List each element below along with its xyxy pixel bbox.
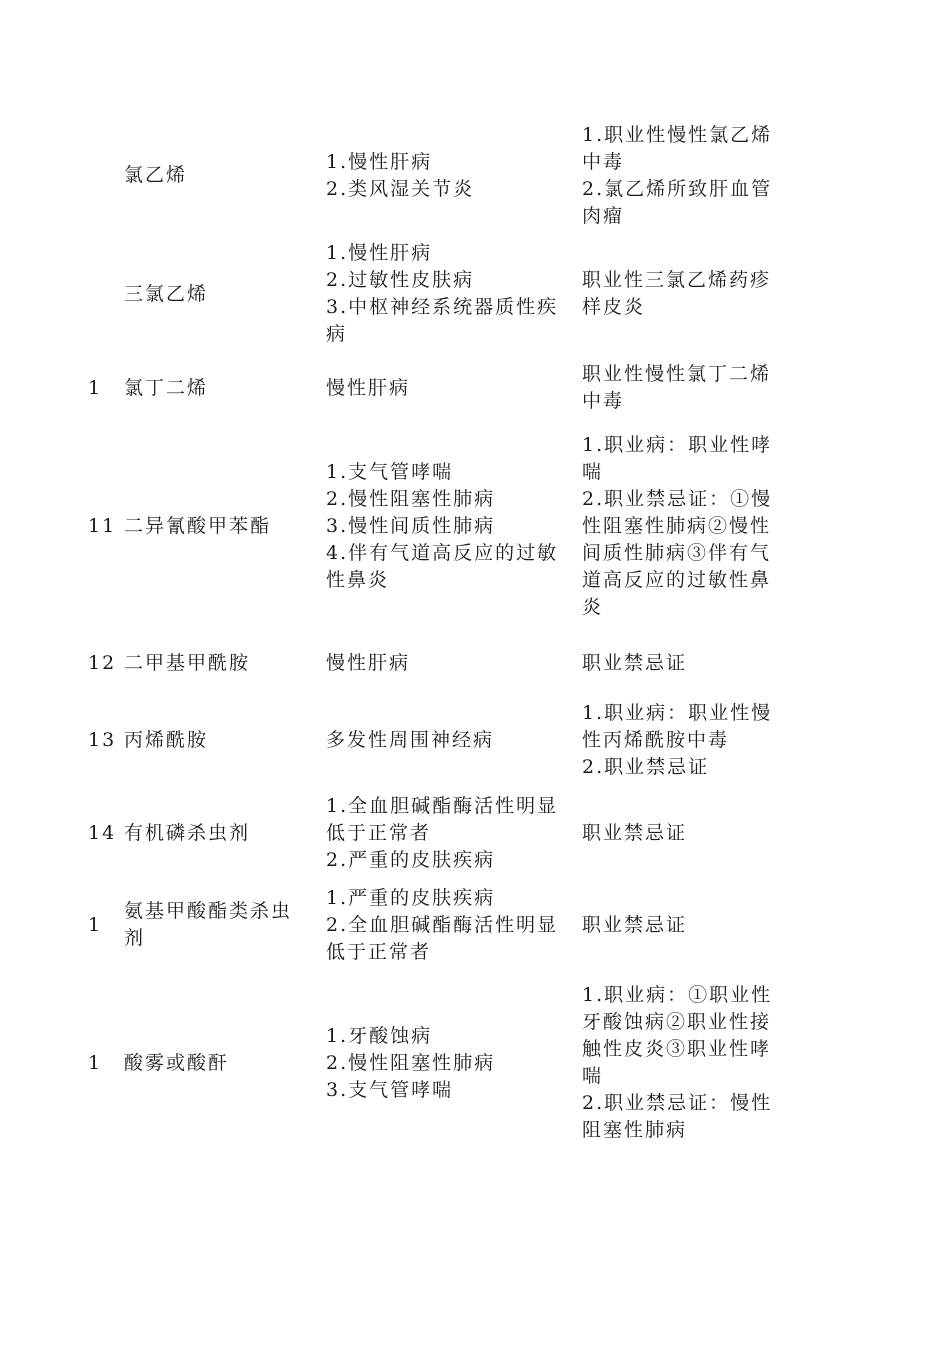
contraindication-cell: 1.牙酸蚀病 2.慢性阻塞性肺病 3.支气管哮喘 <box>326 1024 496 1101</box>
disease-cell: 职业禁忌证 <box>582 913 688 936</box>
row-number: 1 <box>88 1051 103 1074</box>
row-number: 13 <box>88 728 117 751</box>
contraindication-cell: 1.慢性肝病 2.类风湿关节炎 <box>326 150 475 200</box>
substance-cell: 氨基甲酸酯类杀虫 剂 <box>124 900 293 949</box>
disease-cell: 职业禁忌证 <box>582 821 688 844</box>
contraindication-cell: 1.慢性肝病 2.过敏性皮肤病 3.中枢神经系统器质性疾 病 <box>326 242 559 345</box>
substance-cell: 氯乙烯 <box>124 164 188 186</box>
row-number: 1 <box>88 913 103 936</box>
row-number: 11 <box>88 514 117 537</box>
contraindication-cell: 1.全血胆碱酯酶活性明显 低于正常者 2.严重的皮肤疾病 <box>326 794 559 871</box>
row-number: 1 <box>88 376 103 399</box>
disease-cell: 1.职业病：职业性慢 性丙烯酰胺中毒 2.职业禁忌证 <box>582 701 773 778</box>
table-row <box>88 633 788 693</box>
table-row <box>88 120 788 231</box>
disease-cell: 1.职业性慢性氯乙烯 中毒 2.氯乙烯所致肝血管 肉瘤 <box>582 123 773 227</box>
disease-cell: 1.职业病：①职业性 牙酸蚀病②职业性接 触性皮炎③职业性哮 喘 2.职业禁忌证：慢性 阻塞性肺病 <box>582 984 773 1141</box>
table-row <box>88 357 788 419</box>
table-row <box>88 419 788 633</box>
substance-cell: 丙烯酰胺 <box>124 728 209 751</box>
disease-cell: 职业性慢性氯丁二烯 中毒 <box>582 363 772 412</box>
table-row <box>88 879 788 971</box>
contraindication-cell: 多发性周围神经病 <box>326 728 495 751</box>
substance-cell: 二甲基甲酰胺 <box>124 651 251 674</box>
row-number <box>88 120 124 231</box>
table-row <box>88 787 788 879</box>
row-number: 12 <box>88 651 117 674</box>
table-row <box>88 693 788 787</box>
row-number <box>88 231 124 357</box>
substance-cell: 三氯乙烯 <box>124 282 209 305</box>
table-row <box>88 971 788 1155</box>
disease-cell: 职业性三氯乙烯药疹 样皮炎 <box>582 269 772 318</box>
row-number: 14 <box>88 821 117 844</box>
substance-cell: 氯丁二烯 <box>124 376 209 399</box>
disease-cell: 职业禁忌证 <box>582 651 688 674</box>
table-row <box>88 231 788 357</box>
substance-cell: 二异氰酸甲苯酯 <box>124 514 272 537</box>
contraindication-cell: 慢性肝病 <box>326 651 411 674</box>
contraindication-cell: 1.严重的皮肤疾病 2.全血胆碱酯酶活性明显 低于正常者 <box>326 886 559 963</box>
contraindication-table <box>88 120 788 1155</box>
contraindication-cell: 慢性肝病 <box>326 376 411 399</box>
substance-cell: 酸雾或酸酐 <box>124 1051 230 1074</box>
contraindication-cell: 1.支气管哮喘 2.慢性阻塞性肺病 3.慢性间质性肺病 4.伴有气道高反应的过敏 性鼻炎 <box>326 460 559 591</box>
disease-cell: 1.职业病：职业性哮 喘 2.职业禁忌证：①慢 性阻塞性肺病②慢性 间质性肺病③伴有气 道高反应的过敏性鼻 炎 <box>582 433 773 618</box>
substance-cell: 有机磷杀虫剂 <box>124 821 251 844</box>
